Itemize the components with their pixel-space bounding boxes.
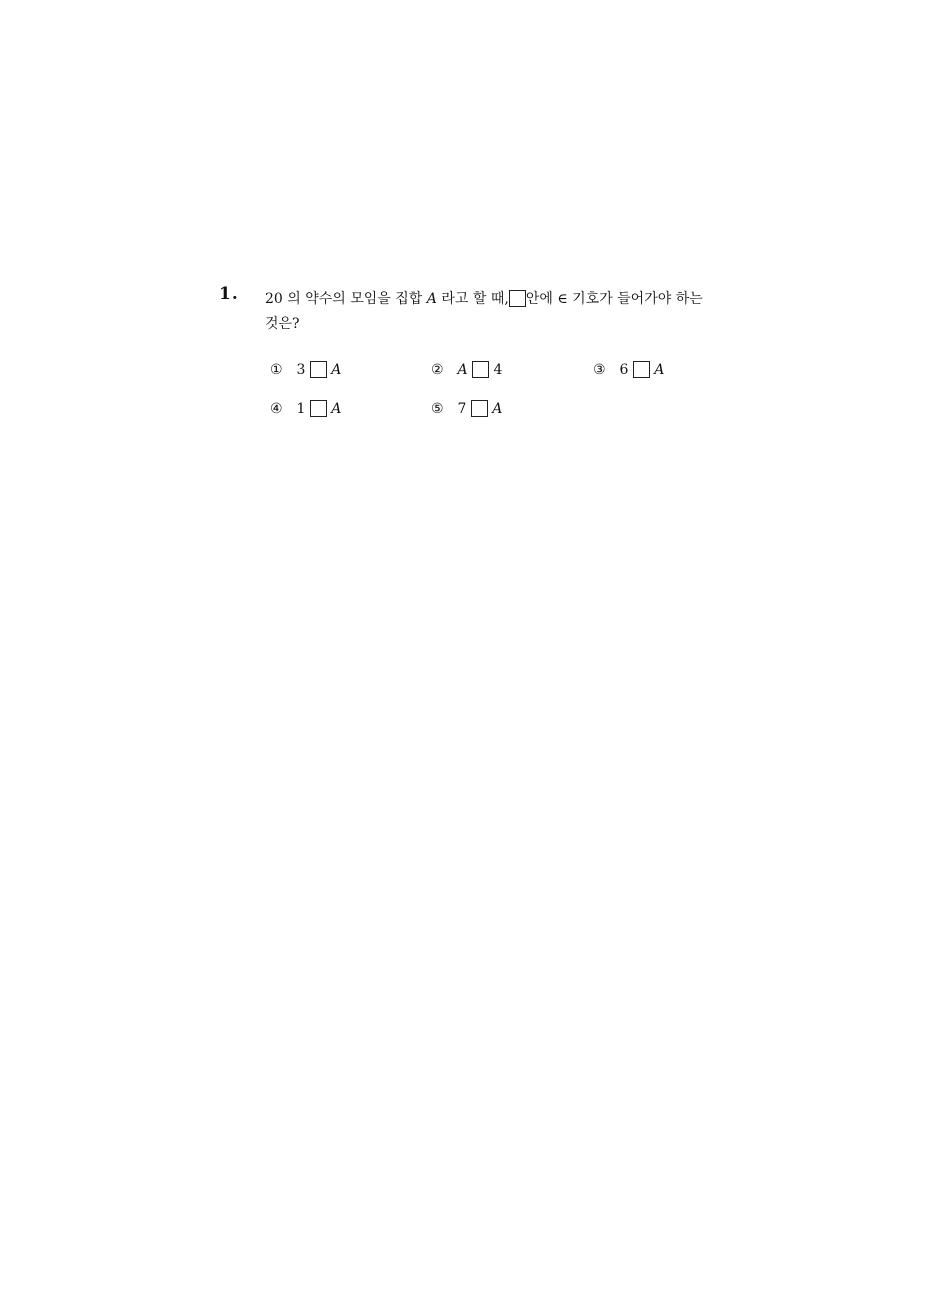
- answer-choices: [270, 361, 750, 439]
- choice-marker: ③: [593, 362, 606, 378]
- question-number: 1.: [219, 284, 239, 304]
- choice-5[interactable]: [431, 400, 502, 417]
- choice-marker: ②: [431, 362, 444, 378]
- question-text: [265, 287, 765, 337]
- choice-right: A: [654, 362, 665, 378]
- choice-right: 4: [493, 362, 503, 378]
- question-text-part1: 20 의 약수의 모임을 집합: [265, 291, 423, 307]
- question-text-line2: 것은?: [265, 316, 300, 332]
- choice-right: A: [331, 401, 342, 417]
- choice-right: A: [331, 362, 342, 378]
- choice-left: 6: [619, 362, 629, 378]
- choice-4[interactable]: [270, 400, 341, 417]
- blank-box: [471, 400, 488, 417]
- blank-box: [472, 361, 489, 378]
- blank-box: [310, 361, 327, 378]
- choice-left: 7: [457, 401, 467, 417]
- choice-left: 1: [296, 401, 306, 417]
- choice-1[interactable]: [270, 361, 341, 378]
- choice-2[interactable]: [431, 361, 502, 378]
- choices-row-2: [270, 400, 750, 439]
- question-text-part2: 라고 할 때,: [441, 291, 509, 307]
- choice-marker: ④: [270, 401, 283, 417]
- choice-left: A: [457, 362, 468, 378]
- blank-box: [310, 400, 327, 417]
- choice-marker: ⑤: [431, 401, 444, 417]
- choice-marker: ①: [270, 362, 283, 378]
- choice-right: A: [492, 401, 503, 417]
- question-text-part3: 안에 ∈ 기호가 들어가야 하는: [525, 291, 703, 307]
- question-line-2: [265, 312, 765, 337]
- choices-row-1: [270, 361, 750, 400]
- question-line-1: [265, 287, 765, 312]
- set-name: A: [426, 291, 437, 307]
- choice-left: 3: [296, 362, 306, 378]
- blank-box: [633, 361, 650, 378]
- blank-box: [509, 290, 526, 307]
- choice-3[interactable]: [593, 361, 664, 378]
